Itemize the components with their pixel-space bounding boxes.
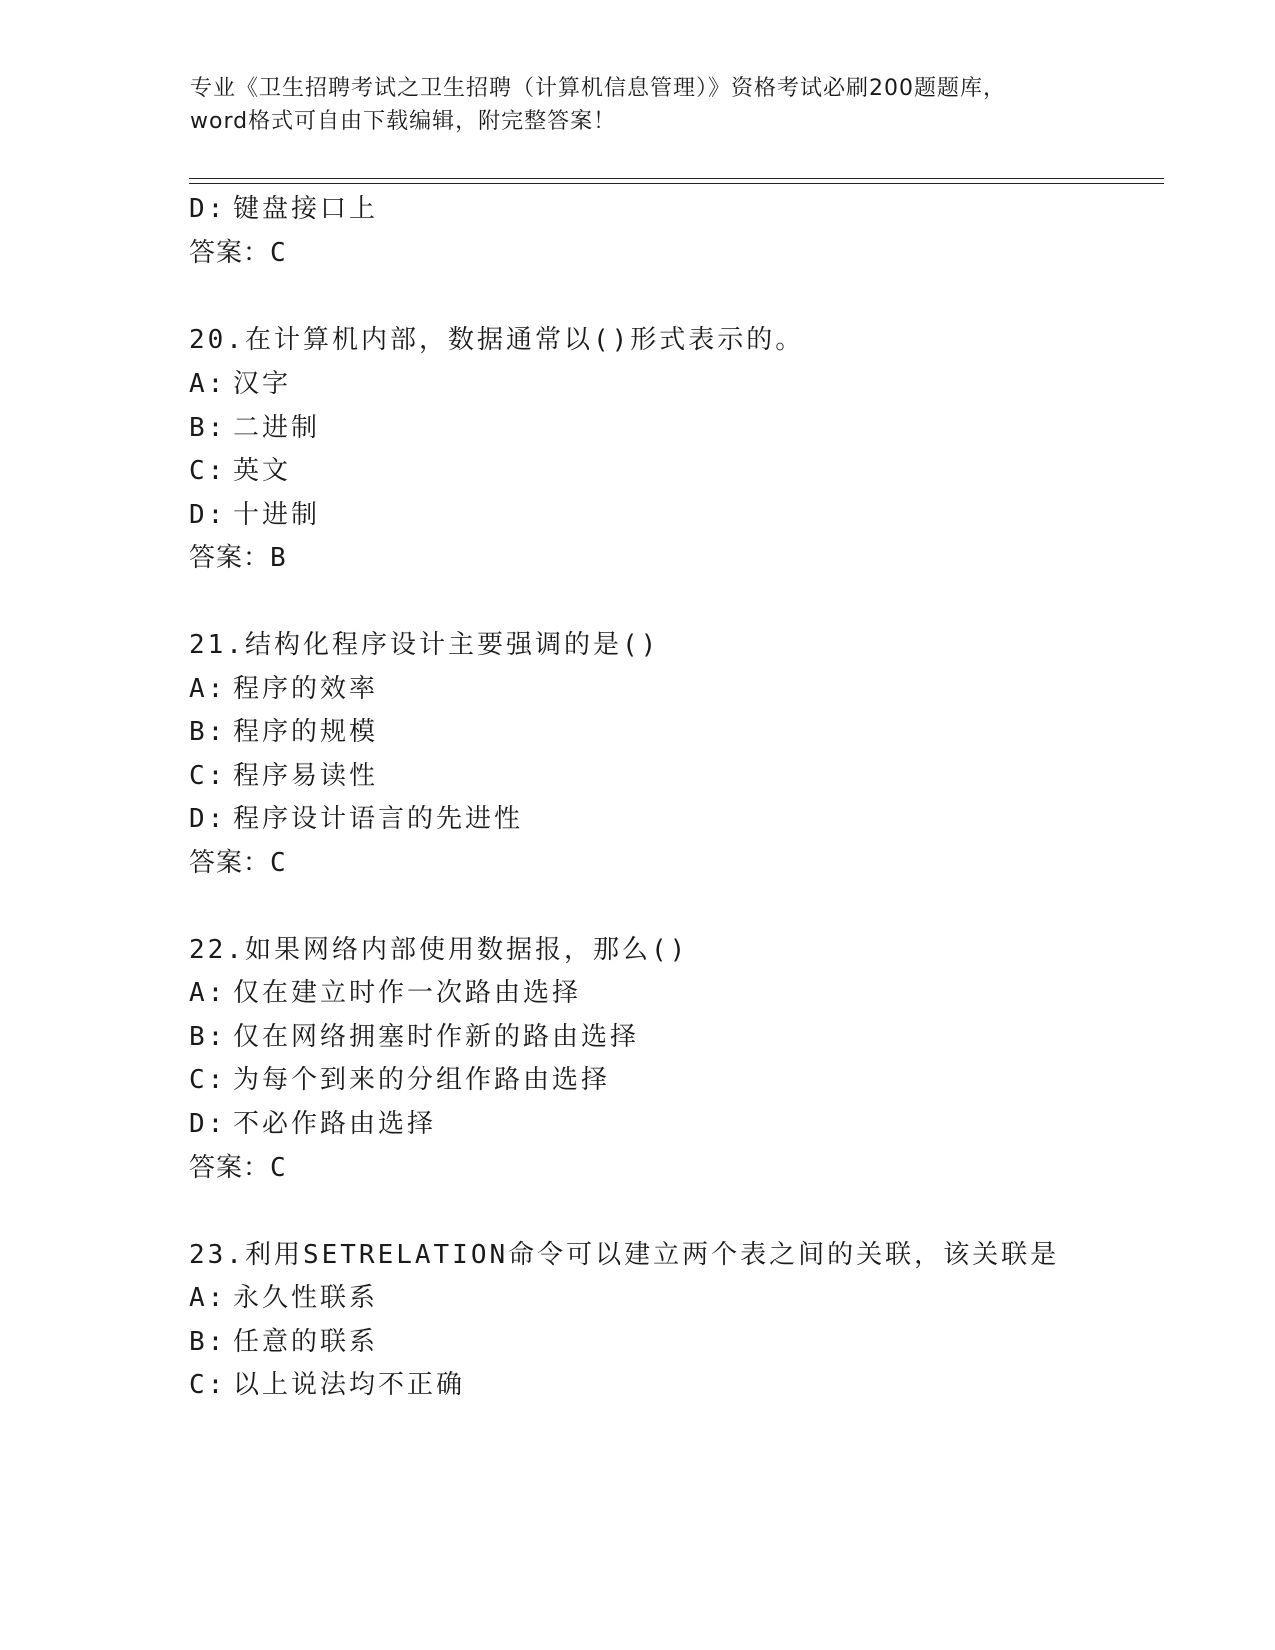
prev-option-d bbox=[189, 193, 378, 225]
answer-value: C bbox=[270, 1153, 289, 1183]
option-text: 程序易读性 bbox=[233, 761, 379, 791]
option-key: D: bbox=[189, 804, 227, 834]
option-b bbox=[189, 1326, 378, 1358]
option-text: 十进制 bbox=[233, 500, 321, 530]
option-c bbox=[189, 455, 291, 487]
option-text: 键盘接口上 bbox=[233, 194, 379, 224]
option-b bbox=[189, 716, 378, 748]
option-text: 仅在网络拥塞时作新的路由选择 bbox=[233, 1022, 640, 1052]
answer-line bbox=[189, 1152, 289, 1184]
option-b bbox=[189, 412, 320, 444]
option-d bbox=[189, 803, 523, 835]
option-text: 程序设计语言的先进性 bbox=[233, 804, 524, 834]
option-key: C: bbox=[189, 456, 227, 486]
option-c bbox=[189, 760, 378, 792]
option-text: 不必作路由选择 bbox=[233, 1109, 437, 1139]
option-text: 仅在建立时作一次路由选择 bbox=[233, 978, 582, 1008]
option-key: D: bbox=[189, 194, 227, 224]
answer-value: B bbox=[270, 543, 289, 573]
option-key: B: bbox=[189, 717, 227, 747]
header-divider-bottom bbox=[189, 183, 1164, 184]
answer-line bbox=[189, 847, 289, 879]
option-a bbox=[189, 977, 581, 1009]
option-key: A: bbox=[189, 674, 227, 704]
header-line-1: 专业《卫生招聘考试之卫生招聘（计算机信息管理）》资格考试必刷200题题库， bbox=[190, 76, 1006, 101]
option-key: D: bbox=[189, 1109, 227, 1139]
header-divider-top bbox=[189, 178, 1164, 179]
option-key: A: bbox=[189, 1283, 227, 1313]
option-key: D: bbox=[189, 500, 227, 530]
option-key: A: bbox=[189, 369, 227, 399]
option-key: B: bbox=[189, 1022, 227, 1052]
option-text: 二进制 bbox=[233, 413, 321, 443]
option-b bbox=[189, 1021, 639, 1053]
question-stem: 20.在计算机内部，数据通常以()形式表示的。 bbox=[189, 325, 805, 355]
option-text: 以上说法均不正确 bbox=[233, 1370, 466, 1400]
option-key: B: bbox=[189, 413, 227, 443]
option-key: B: bbox=[189, 1327, 227, 1357]
option-text: 英文 bbox=[233, 456, 292, 486]
option-a bbox=[189, 673, 378, 705]
answer-label: 答案： bbox=[189, 848, 271, 878]
answer-line bbox=[189, 542, 289, 574]
answer-value: C bbox=[270, 238, 289, 268]
option-a bbox=[189, 368, 291, 400]
option-text: 任意的联系 bbox=[233, 1327, 379, 1357]
question-stem: 23.利用SETRELATION命令可以建立两个表之间的关联，该关联是 bbox=[189, 1240, 1060, 1270]
option-text: 为每个到来的分组作路由选择 bbox=[233, 1065, 611, 1095]
header-line-2: word格式可自由下载编辑，附完整答案！ bbox=[190, 109, 617, 134]
option-text: 永久性联系 bbox=[233, 1283, 379, 1313]
question-stem: 22.如果网络内部使用数据报，那么() bbox=[189, 935, 689, 965]
answer-value: C bbox=[270, 848, 289, 878]
prev-answer bbox=[189, 237, 289, 269]
document-header bbox=[190, 72, 1090, 138]
option-d bbox=[189, 1108, 436, 1140]
option-d bbox=[189, 499, 320, 531]
answer-label: 答案： bbox=[189, 238, 271, 268]
option-text: 汉字 bbox=[233, 369, 292, 399]
option-key: C: bbox=[189, 1370, 227, 1400]
answer-label: 答案： bbox=[189, 1153, 271, 1183]
option-text: 程序的效率 bbox=[233, 674, 379, 704]
question-stem: 21.结构化程序设计主要强调的是() bbox=[189, 630, 660, 660]
option-a bbox=[189, 1282, 378, 1314]
option-key: C: bbox=[189, 1065, 227, 1095]
answer-label: 答案： bbox=[189, 543, 271, 573]
option-key: A: bbox=[189, 978, 227, 1008]
option-key: C: bbox=[189, 761, 227, 791]
option-text: 程序的规模 bbox=[233, 717, 379, 747]
option-c bbox=[189, 1369, 465, 1401]
option-c bbox=[189, 1064, 610, 1096]
